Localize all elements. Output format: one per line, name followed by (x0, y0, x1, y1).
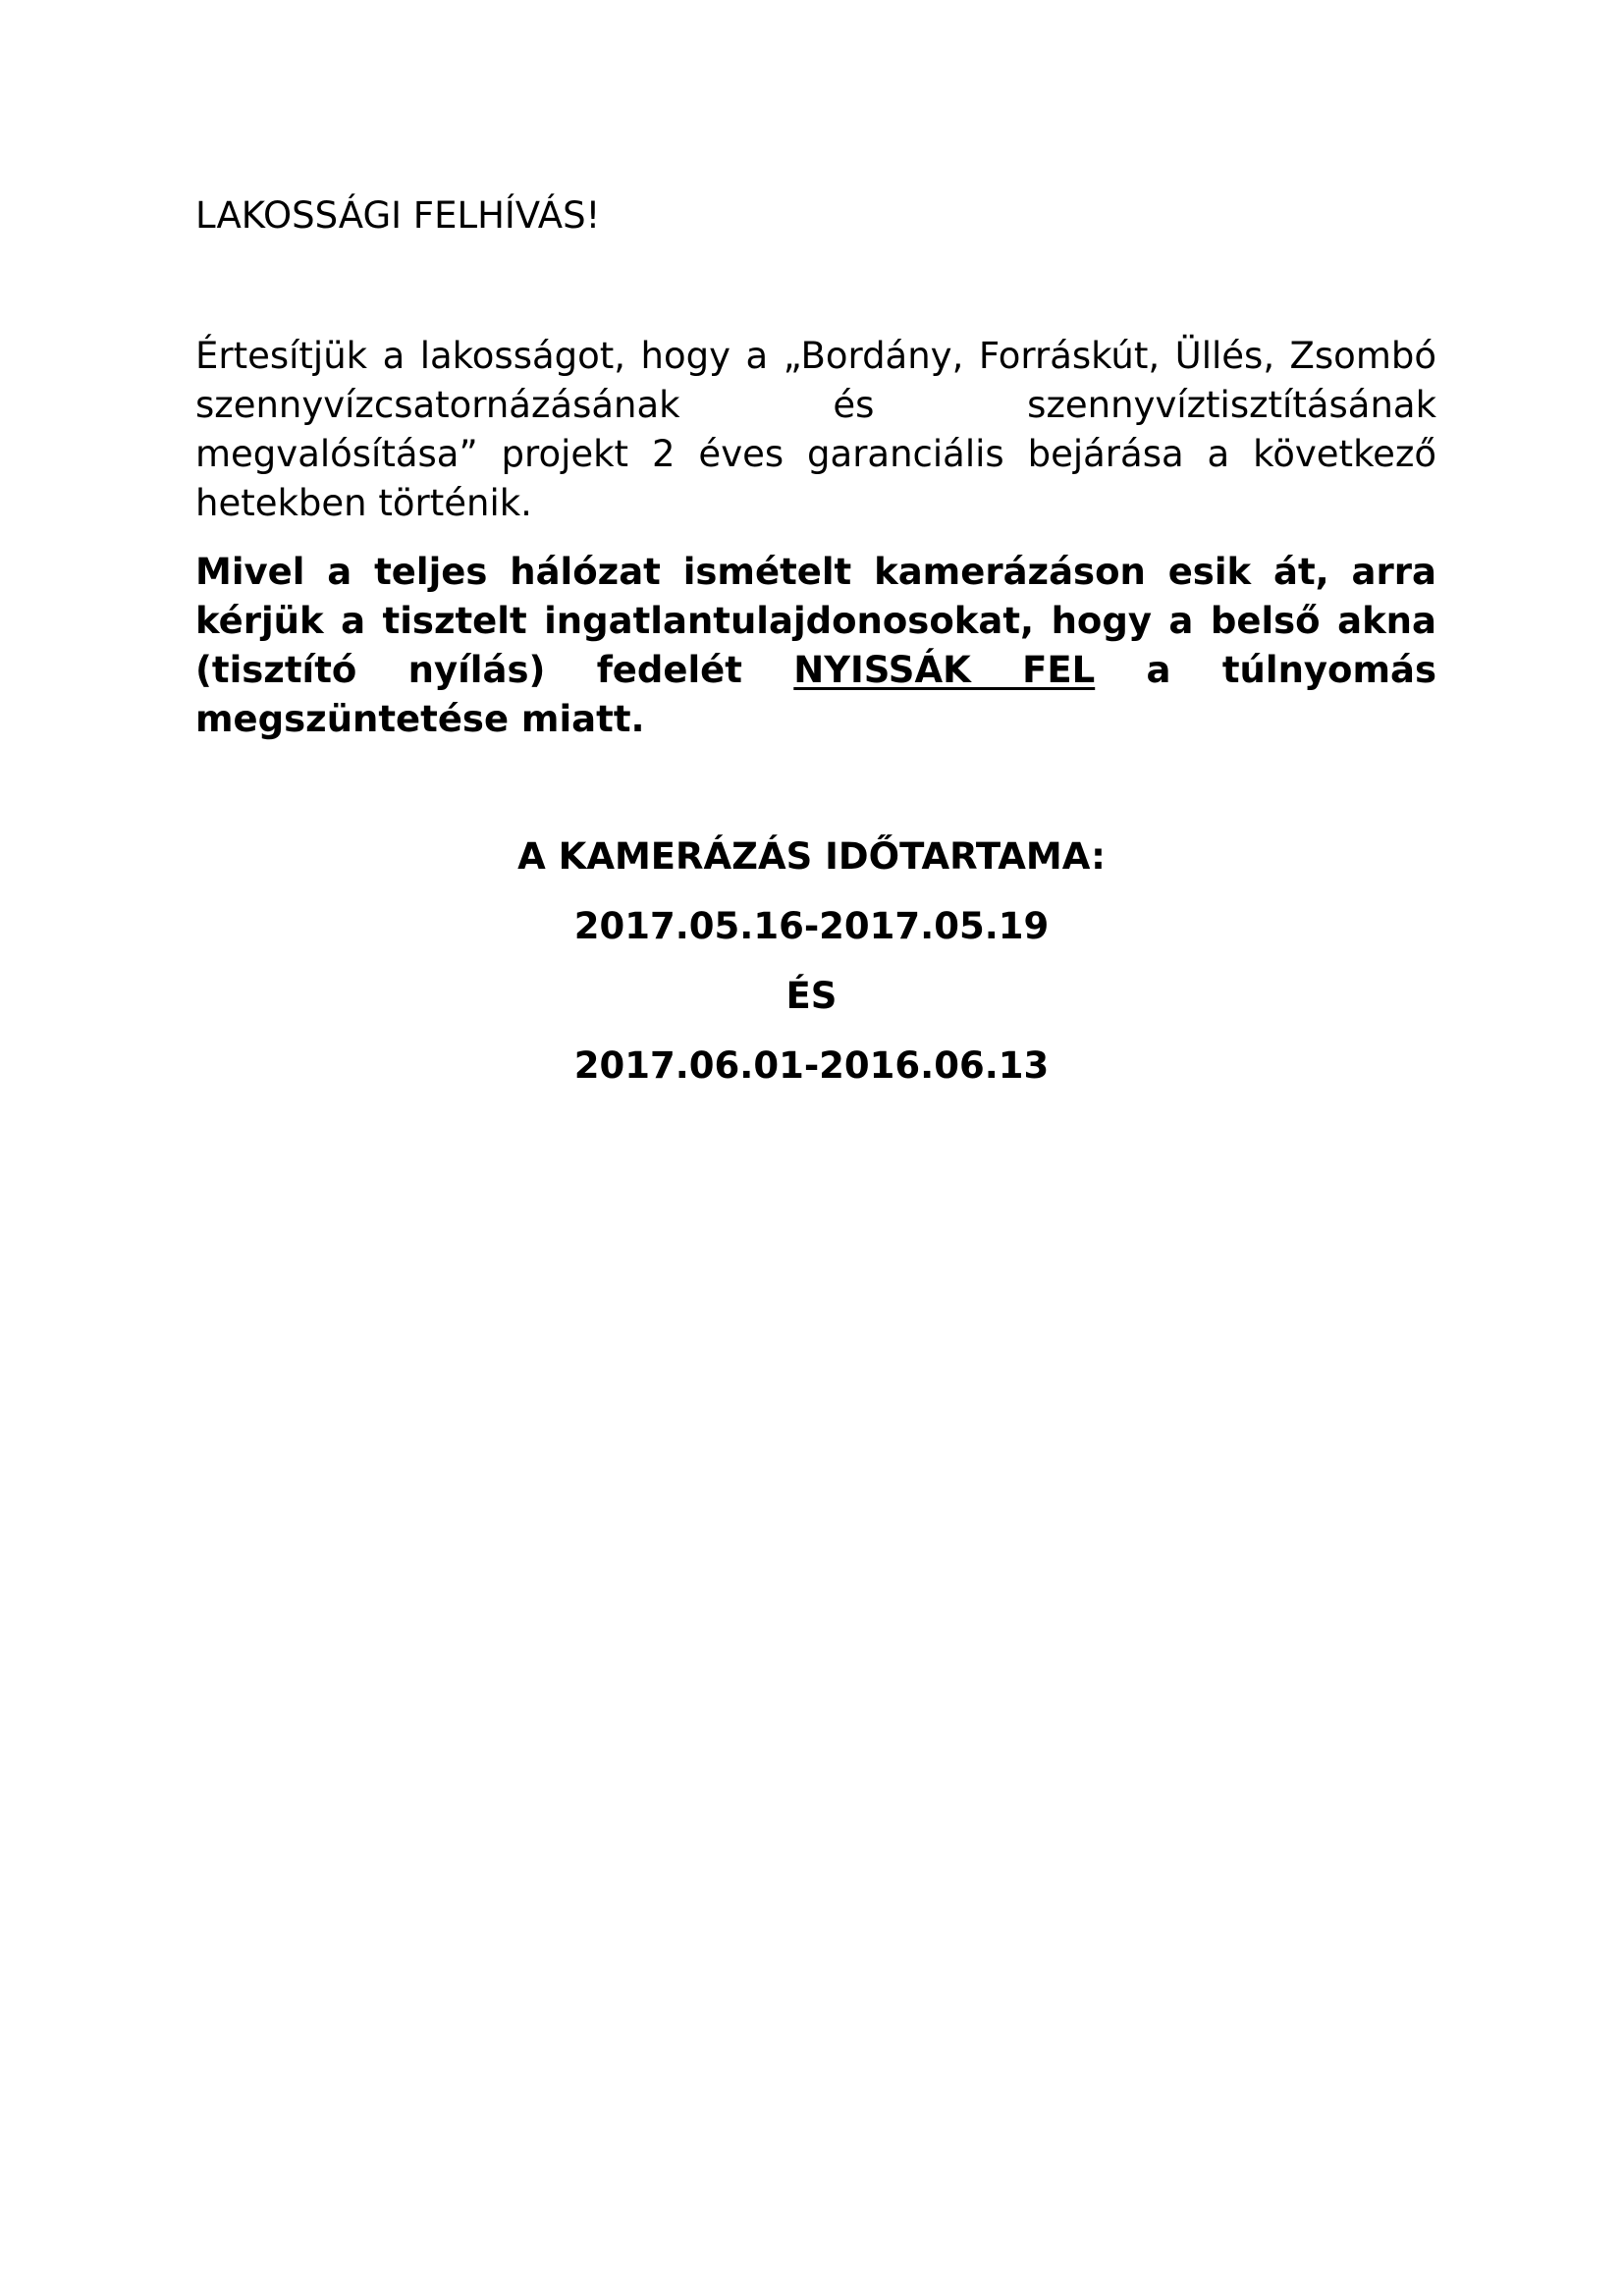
request-emphasis: NYISSÁK FEL (793, 649, 1096, 691)
notice-paragraph-request (195, 548, 1436, 744)
request-text-before: Mivel a teljes hálózat ismételt kamerázáson esik át, arra kérjük a tisztelt ingatlantulajdonosokat, hogy a belső akna (tisztító nyílás) fedelét (195, 551, 1436, 691)
schedule-period-1: 2017.05.16-2017.05.19 (573, 905, 1050, 947)
notice-paragraph-intro: Értesítjük a lakosságot, hogy a „Bordány, Forráskút, Üllés, Zsombó szennyvízcsatornázásának és szennyvíztisztításának megvalósítása” projekt 2 éves garanciális bejárása a következő hetekben történik. (195, 335, 1436, 524)
schedule-period-2: 2017.06.01-2016.06.13 (573, 1044, 1050, 1087)
schedule-title: A KAMERÁZÁS IDŐTARTAMA: (517, 835, 1106, 878)
notice-heading: LAKOSSÁGI FELHÍVÁS! (195, 194, 601, 237)
schedule-connector: ÉS (785, 975, 838, 1017)
request-text-after: a túlnyomás megszüntetése miatt. (195, 649, 1436, 740)
